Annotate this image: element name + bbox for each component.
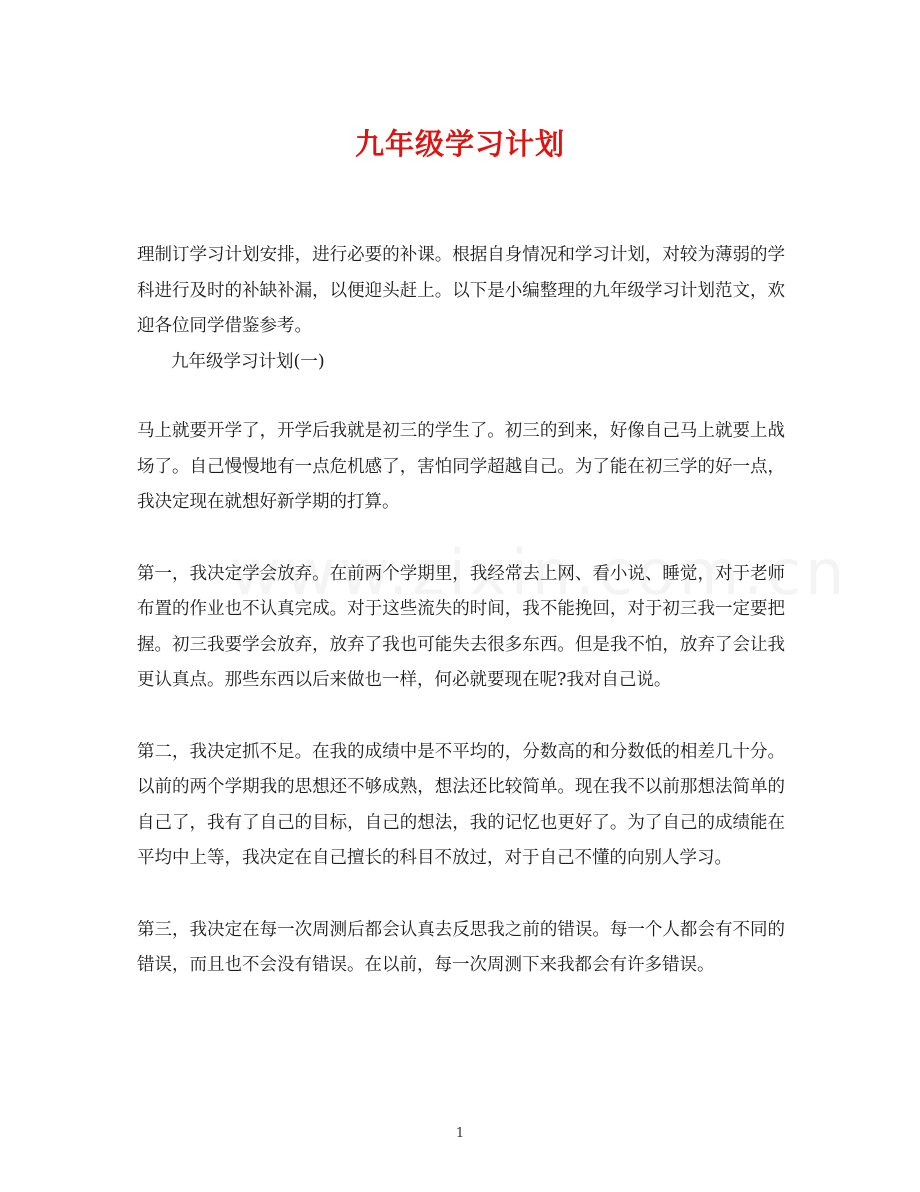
body-paragraph-1: 马上就要开学了，开学后我就是初三的学生了。初三的到来，好像自己马上就要上战场了。自己慢慢地有一点危机感了，害怕同学超越自己。为了能在初三学的好一点，我决定现在就想好新学期的打算。 [137, 421, 785, 512]
section-subheading: 九年级学习计划(一) [171, 351, 325, 372]
body-paragraph-4: 第三，我决定在每一次周测后都会认真去反思我之前的错误。每一个人都会有不同的错误，而且也不会没有错误。在以前，每一次周测下来我都会有许多错误。 [137, 919, 785, 975]
page-number: 1 [455, 1126, 465, 1141]
document-body [137, 238, 785, 1020]
body-paragraph-2: 第一，我决定学会放弃。在前两个学期里，我经常去上网、看小说、睡觉，对于老师布置的作业也不认真完成。对于这些流失的时间，我不能挽回，对于初三我一定要把握。初三我要学会放弃，放弃了我也可能失去很多东西。但是我不怕，放弃了会让我更认真点。那些东西以后来做也一样，何必就要现在呢?我对自己说。 [137, 563, 785, 690]
document-title: 九年级学习计划 [354, 127, 565, 161]
body-paragraph-3: 第二，我决定抓不足。在我的成绩中是不平均的，分数高的和分数低的相差几十分。以前的两个学期我的思想还不够成熟，想法还比较简单。现在我不以前那想法简单的自己了，我有了自己的目标，自己的想法，我的记忆也更好了。为了自己的成绩能在平均中上等，我决定在自己擅长的科目不放过，对于自己不懂的向别人学习。 [137, 741, 785, 868]
intro-paragraph: 理制订学习计划安排，进行必要的补课。根据自身情况和学习计划，对较为薄弱的学科进行及时的补缺补漏，以便迎头赶上。以下是小编整理的九年级学习计划范文，欢迎各位同学借鉴参考。 [137, 245, 785, 336]
